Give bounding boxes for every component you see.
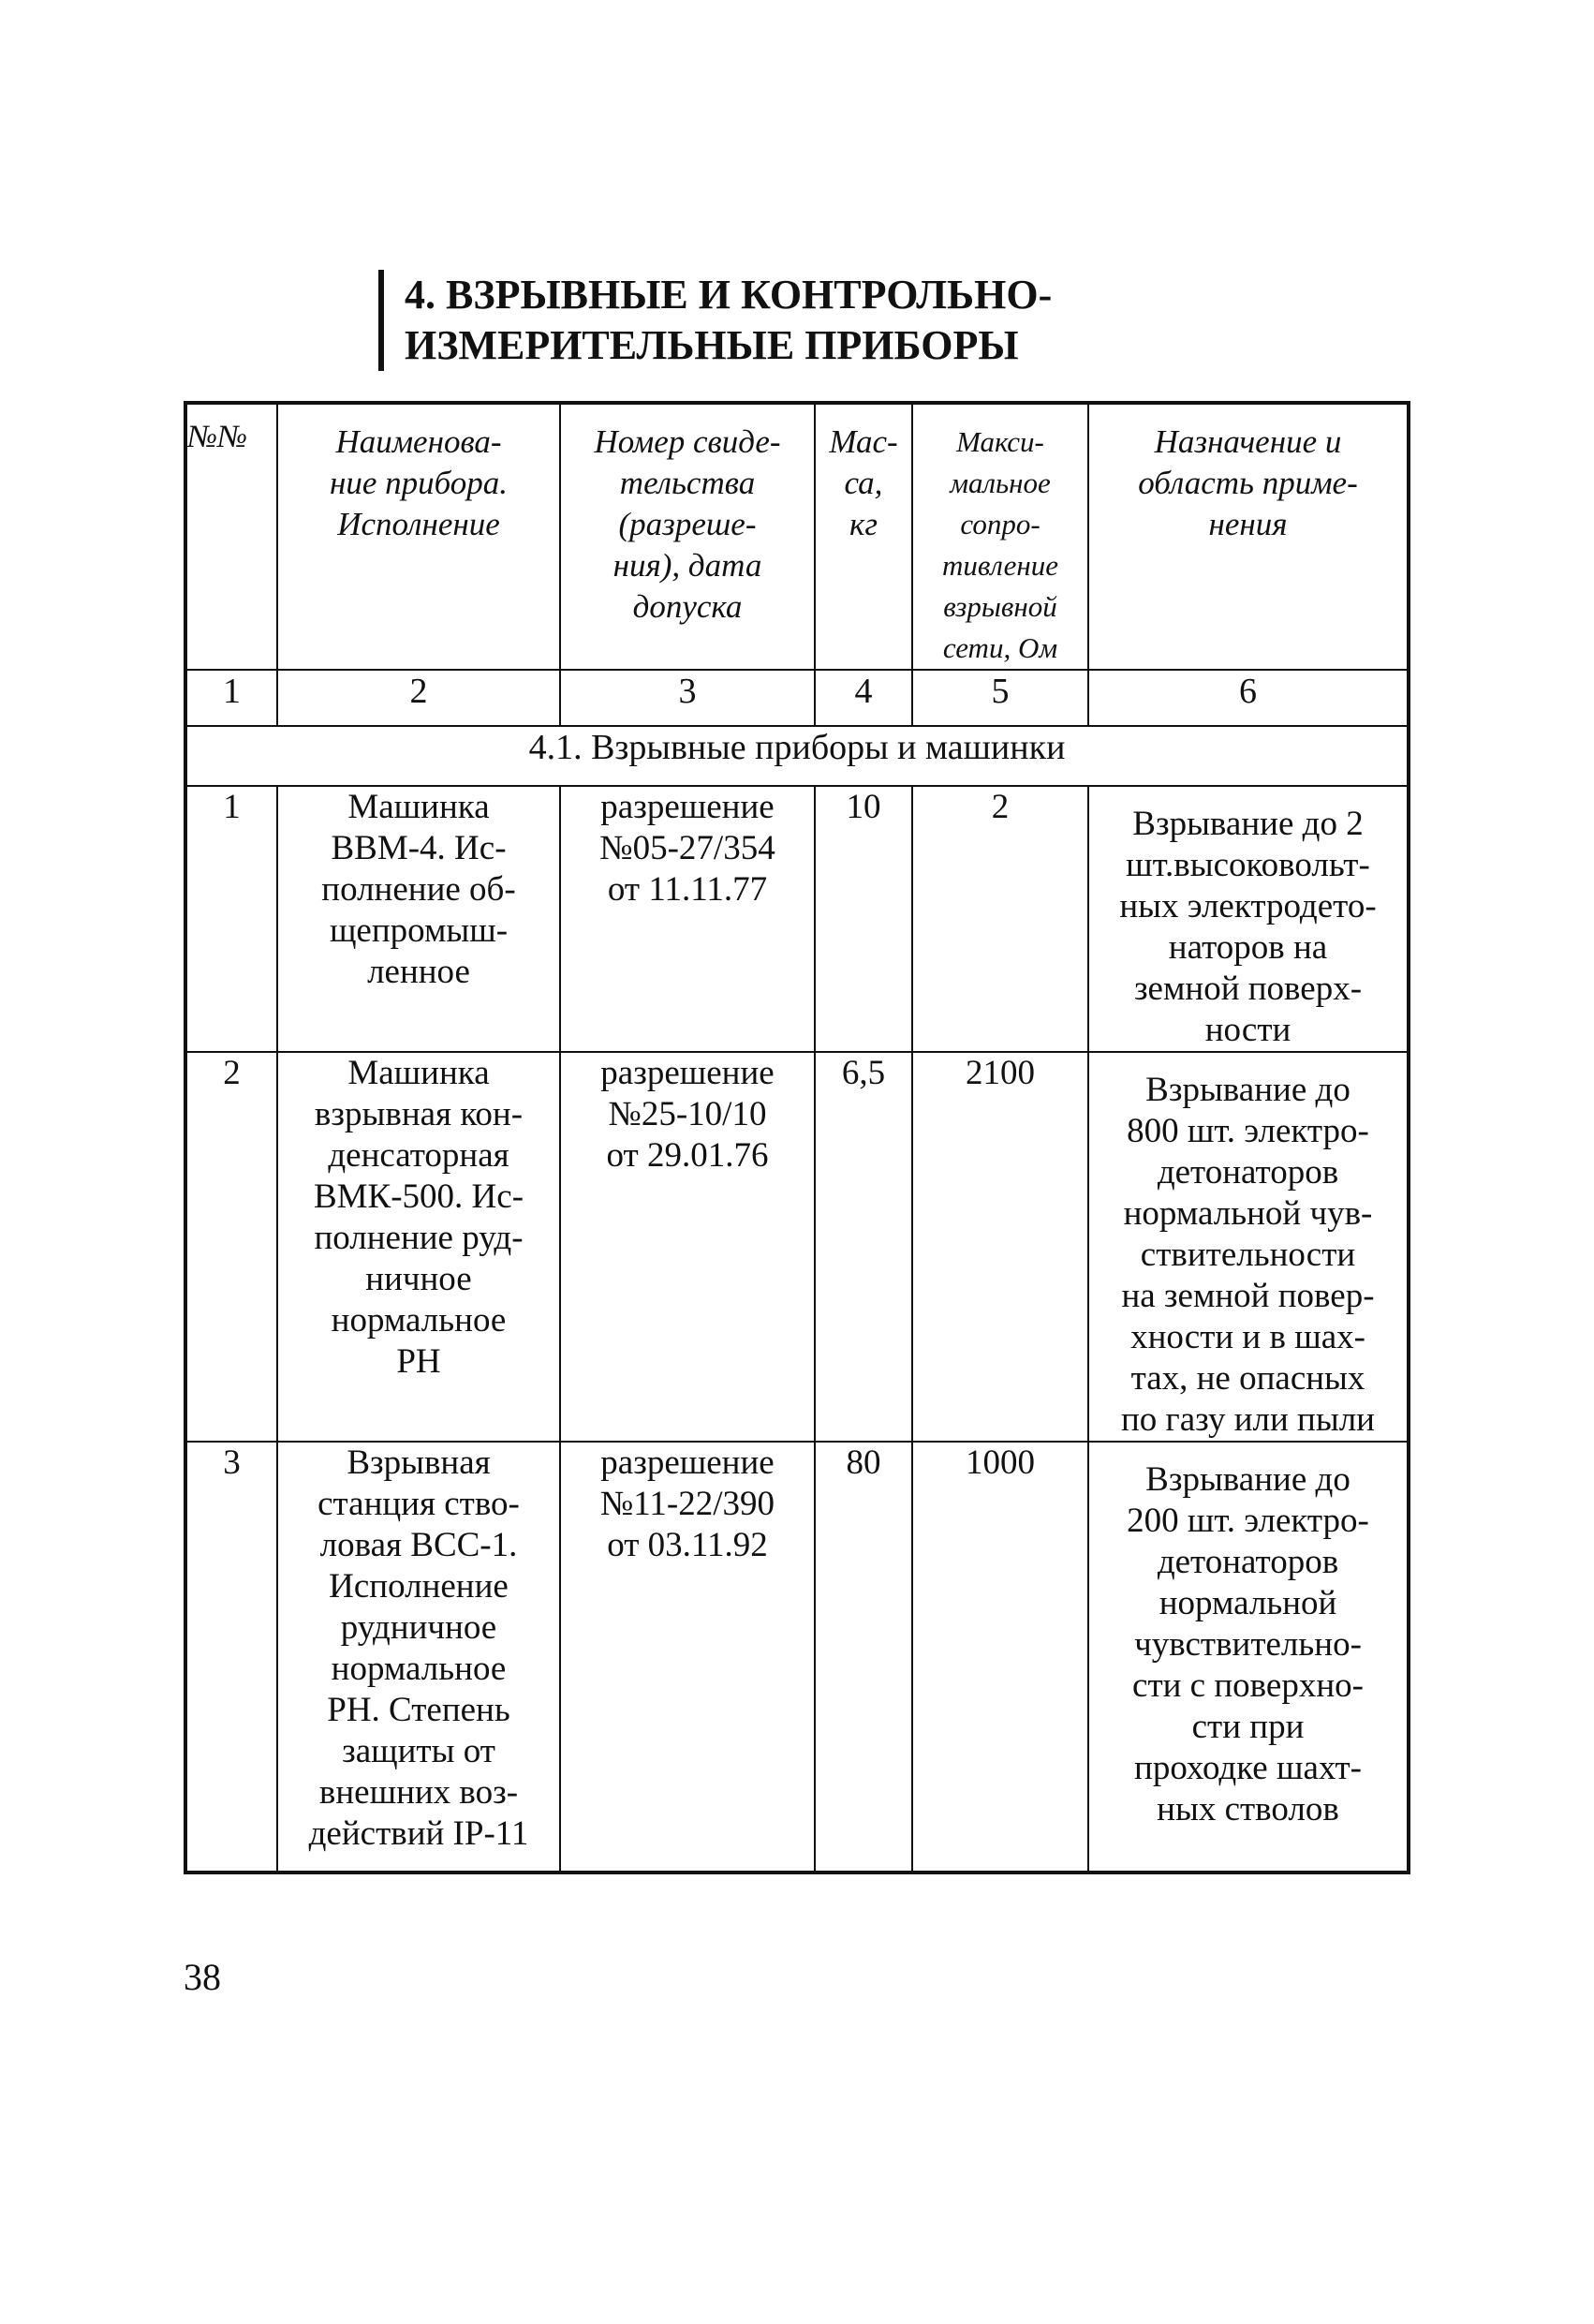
header-cert: Номер свиде- тельства (разреше- ния), дата допуска [560, 403, 815, 670]
mass: 6,5 [815, 1052, 912, 1442]
table-row [185, 1442, 1409, 1873]
application: Взрывание до 200 шт. электро- детонаторов нормальной чувствительно- сти с поверхно- сти при проходке шахт- ных стволов [1088, 1442, 1409, 1873]
mass: 80 [815, 1442, 912, 1873]
column-number: 4 [815, 670, 912, 726]
device-name: Машинка ВВМ-4. Ис- полнение об- щепромыш- ленное [277, 786, 560, 1052]
application: Взрывание до 2 шт.высоковольт- ных электродето- наторов на земной поверх- ности [1088, 786, 1409, 1052]
row-number: 1 [185, 786, 277, 1052]
column-number: 5 [912, 670, 1088, 726]
heading-line-1: 4. ВЗРЫВНЫЕ И КОНТРОЛЬНО- [405, 272, 1053, 318]
header-name: Наименова- ние прибора. Исполнение [277, 403, 560, 670]
device-name: Машинка взрывная кон- денсаторная ВМК-500. Ис- полнение руд- ничное нормальное РН [277, 1052, 560, 1442]
heading-line-2: ИЗМЕРИТЕЛЬНЫЕ ПРИБОРЫ [405, 322, 1019, 368]
device-name: Взрывная станция ство- ловая ВСС-1. Исполнение рудничное нормальное РН. Степень защиты от внешних воз- действий IP-11 [277, 1442, 560, 1873]
section-title: 4.1. Взрывные приборы и машинки [185, 726, 1409, 786]
column-number: 2 [277, 670, 560, 726]
application: Взрывание до 800 шт. электро- детонаторов нормальной чув- ствительности на земной повер- хности и в шах- тах, не опасных по газу или пыли [1088, 1052, 1409, 1442]
resistance: 1000 [912, 1442, 1088, 1873]
page-number: 38 [184, 1956, 221, 1998]
table-row [185, 1052, 1409, 1442]
header-num: №№ [185, 403, 277, 670]
row-number: 3 [185, 1442, 277, 1873]
header-use: Назначение и область приме- нения [1088, 403, 1409, 670]
certificate: разрешение №05-27/354 от 11.11.77 [560, 786, 815, 1052]
column-number-row [185, 670, 1409, 726]
column-number: 1 [185, 670, 277, 726]
resistance: 2100 [912, 1052, 1088, 1442]
header-mass: Мас- са, кг [815, 403, 912, 670]
row-number: 2 [185, 1052, 277, 1442]
table-row [185, 786, 1409, 1052]
column-number: 3 [560, 670, 815, 726]
column-number: 6 [1088, 670, 1409, 726]
section-row [185, 726, 1409, 786]
certificate: разрешение №25-10/10 от 29.01.76 [560, 1052, 815, 1442]
mass: 10 [815, 786, 912, 1052]
certificate: разрешение №11-22/390 от 03.11.92 [560, 1442, 815, 1873]
header-resistance: Макси- мальное сопро- тивление взрывной сети, Ом [912, 403, 1088, 670]
instruments-table [184, 401, 1410, 1874]
section-heading [378, 270, 1154, 371]
resistance: 2 [912, 786, 1088, 1052]
header-row [185, 403, 1409, 670]
